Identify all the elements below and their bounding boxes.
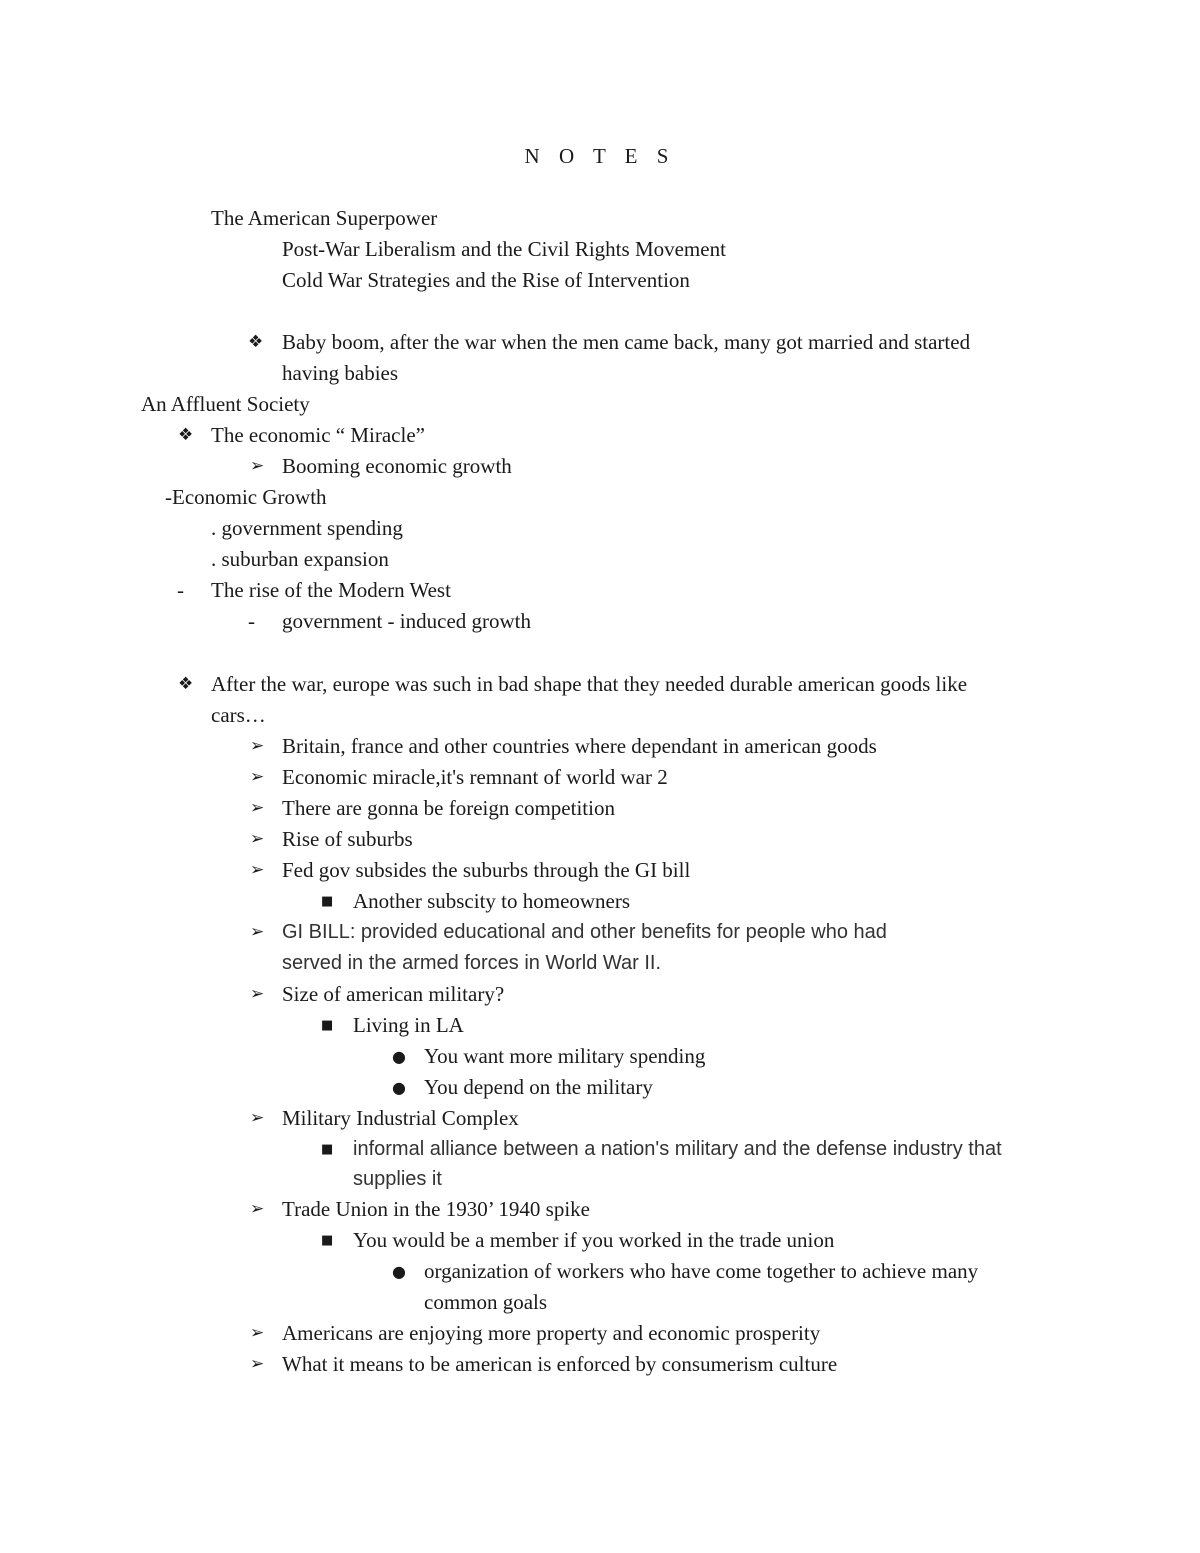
note-text: You would be a member if you worked in the trade union <box>353 1228 835 1252</box>
note-text: GI BILL: provided educational and other benefits for people who had <box>282 921 887 943</box>
note-text: Fed gov subsides the suburbs through the GI bill <box>282 858 691 882</box>
note-text: What it means to be american is enforced by consumerism culture <box>282 1352 838 1376</box>
diamond-bullet-icon: ❖ <box>178 425 194 445</box>
note-text: Military Industrial Complex <box>282 1106 519 1130</box>
note-text: . suburban expansion <box>211 547 389 571</box>
arrow-bullet-icon: ➢ <box>250 829 265 849</box>
square-bullet-icon: ■ <box>321 894 334 909</box>
note-text: Booming economic growth <box>282 454 512 478</box>
note-text: The rise of the Modern West <box>211 578 451 602</box>
square-bullet-icon: ■ <box>321 1233 334 1248</box>
dot-bullet-icon: ● <box>392 1262 406 1281</box>
arrow-bullet-icon: ➢ <box>250 767 265 787</box>
note-text: Baby boom, after the war when the men came back, many got married and started <box>282 330 971 354</box>
arrow-bullet-icon: ➢ <box>250 1199 265 1219</box>
square-bullet-icon: ■ <box>321 1142 334 1157</box>
arrow-bullet-icon: ➢ <box>250 1354 265 1374</box>
note-text: Britain, france and other countries where dependant in american goods <box>282 734 877 758</box>
topic-line: Cold War Strategies and the Rise of Intervention <box>282 268 690 292</box>
note-text: informal alliance between a nation's military and the defense industry that <box>353 1138 1002 1160</box>
note-text: served in the armed forces in World War II. <box>282 952 662 974</box>
note-text: Trade Union in the 1930’ 1940 spike <box>282 1197 590 1221</box>
note-text: You want more military spending <box>424 1044 706 1068</box>
page-title: N O T E S <box>524 144 676 168</box>
arrow-bullet-icon: ➢ <box>250 798 265 818</box>
arrow-bullet-icon: ➢ <box>250 456 265 476</box>
note-text: organization of workers who have come together to achieve many <box>424 1259 979 1283</box>
arrow-bullet-icon: ➢ <box>250 922 265 942</box>
note-text: After the war, europe was such in bad shape that they needed durable american goods like <box>211 672 968 696</box>
note-text: You depend on the military <box>424 1075 653 1099</box>
arrow-bullet-icon: ➢ <box>250 1108 265 1128</box>
note-text: There are gonna be foreign competition <box>282 796 615 820</box>
note-text: common goals <box>424 1290 548 1314</box>
note-text: Rise of suburbs <box>282 827 413 851</box>
note-text: -Economic Growth <box>165 485 327 509</box>
note-text: supplies it <box>353 1168 442 1190</box>
arrow-bullet-icon: ➢ <box>250 860 265 880</box>
note-text: government - induced growth <box>282 609 532 633</box>
note-text: Another subscity to homeowners <box>353 889 631 913</box>
diamond-bullet-icon: ❖ <box>178 674 194 694</box>
dot-bullet-icon: ● <box>392 1047 406 1066</box>
square-bullet-icon: ■ <box>321 1018 334 1033</box>
arrow-bullet-icon: ➢ <box>250 984 265 1004</box>
dash-bullet: - <box>177 578 184 602</box>
note-text: cars… <box>211 703 266 727</box>
note-text: Living in LA <box>353 1013 464 1037</box>
note-text: . government spending <box>211 516 403 540</box>
arrow-bullet-icon: ➢ <box>250 1323 265 1343</box>
diamond-bullet-icon: ❖ <box>248 332 264 352</box>
note-text: The economic “ Miracle” <box>211 423 425 447</box>
course-title: The American Superpower <box>211 206 438 230</box>
note-text: Economic miracle,it's remnant of world war 2 <box>282 765 668 789</box>
note-text: Americans are enjoying more property and economic prosperity <box>282 1321 821 1345</box>
arrow-bullet-icon: ➢ <box>250 736 265 756</box>
note-text: having babies <box>282 361 399 385</box>
dash-bullet: - <box>248 609 255 633</box>
note-text: Size of american military? <box>282 982 505 1006</box>
dot-bullet-icon: ● <box>392 1078 406 1097</box>
section-heading: An Affluent Society <box>141 392 310 416</box>
topic-line: Post-War Liberalism and the Civil Rights Movement <box>282 237 726 261</box>
